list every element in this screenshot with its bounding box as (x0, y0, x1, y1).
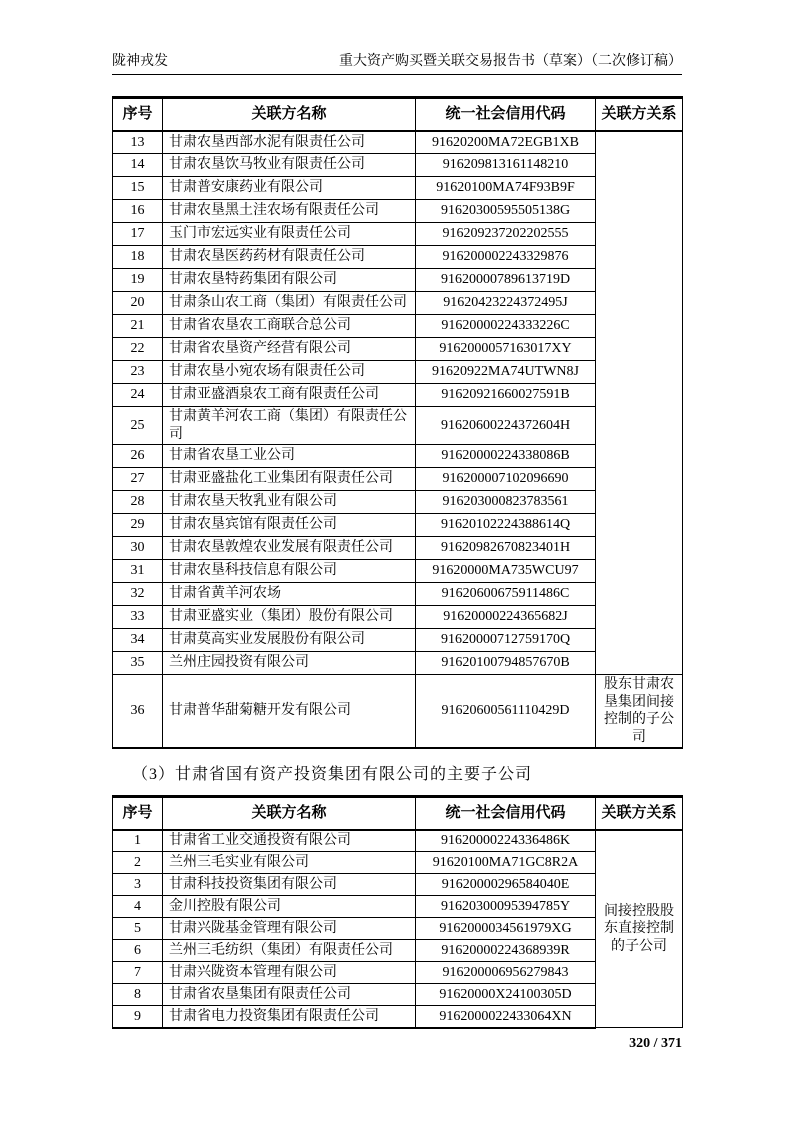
party-name-cell: 甘肃农垦敦煌农业发展有限责任公司 (163, 537, 416, 560)
row-index-cell: 7 (113, 962, 163, 984)
column-header-party-name: 关联方名称 (163, 797, 416, 830)
party-name-cell: 兰州庄园投资有限公司 (163, 652, 416, 675)
credit-code-cell: 9162000057163017XY (416, 338, 596, 361)
row-index-cell: 34 (113, 629, 163, 652)
party-name-cell: 玉门市宏远实业有限责任公司 (163, 223, 416, 246)
party-name-cell: 甘肃省农垦集团有限责任公司 (163, 984, 416, 1006)
row-index-cell: 22 (113, 338, 163, 361)
running-header (112, 50, 682, 75)
credit-code-cell: 91620000224368939R (416, 940, 596, 962)
row-index-cell: 27 (113, 468, 163, 491)
credit-code-cell: 91620000224333226C (416, 315, 596, 338)
party-name-cell: 甘肃农垦医药药材有限责任公司 (163, 246, 416, 269)
row-index-cell: 36 (113, 675, 163, 749)
row-index-cell: 26 (113, 445, 163, 468)
row-index-cell: 9 (113, 1006, 163, 1028)
row-index-cell: 31 (113, 560, 163, 583)
credit-code-cell: 91620000712759170Q (416, 629, 596, 652)
credit-code-cell: 91620000224338086B (416, 445, 596, 468)
row-index-cell: 2 (113, 852, 163, 874)
party-name-cell: 甘肃普华甜菊糖开发有限公司 (163, 675, 416, 749)
section-heading: （3）甘肃省国有资产投资集团有限公司的主要子公司 (132, 766, 533, 783)
credit-code-cell: 91620000296584040E (416, 874, 596, 896)
party-name-cell: 甘肃农垦黑土洼农场有限责任公司 (163, 200, 416, 223)
party-name-cell: 甘肃亚盛酒泉农工商有限责任公司 (163, 384, 416, 407)
relationship-merged-cell: 间接控股股东直接控制的子公司 (596, 830, 683, 1028)
party-name-cell: 甘肃省黄羊河农场 (163, 583, 416, 606)
credit-code-cell: 9162000034561979XG (416, 918, 596, 940)
credit-code-cell: 9162000022433064XN (416, 1006, 596, 1028)
row-index-cell: 5 (113, 918, 163, 940)
row-index-cell: 21 (113, 315, 163, 338)
table2-body (113, 830, 683, 1028)
related-parties-table-2 (112, 795, 683, 1029)
credit-code-cell: 91620100MA71GC8R2A (416, 852, 596, 874)
credit-code-cell: 91620922MA74UTWN8J (416, 361, 596, 384)
credit-code-cell: 91620921660027591B (416, 384, 596, 407)
row-index-cell: 25 (113, 407, 163, 445)
credit-code-cell: 91620600224372604H (416, 407, 596, 445)
party-name-cell: 甘肃农垦小宛农场有限责任公司 (163, 361, 416, 384)
credit-code-cell: 91620102224388614Q (416, 514, 596, 537)
row-index-cell: 17 (113, 223, 163, 246)
row-index-cell: 18 (113, 246, 163, 269)
column-header-index: 序号 (113, 98, 163, 131)
column-header-relationship: 关联方关系 (596, 98, 683, 131)
party-name-cell: 甘肃农垦宾馆有限责任公司 (163, 514, 416, 537)
row-index-cell: 30 (113, 537, 163, 560)
row-index-cell: 1 (113, 830, 163, 852)
credit-code-cell: 916209813161148210 (416, 154, 596, 177)
party-name-cell: 甘肃农垦特药集团有限公司 (163, 269, 416, 292)
credit-code-cell: 916203000823783561 (416, 491, 596, 514)
credit-code-cell: 916200006956279843 (416, 962, 596, 984)
column-header-relationship: 关联方关系 (596, 797, 683, 830)
column-header-credit-code: 统一社会信用代码 (416, 98, 596, 131)
credit-code-cell: 91620100794857670B (416, 652, 596, 675)
credit-code-cell: 91620000224365682J (416, 606, 596, 629)
relationship-cell: 股东甘肃农垦集团间接控制的子公司 (596, 675, 683, 749)
column-header-index: 序号 (113, 797, 163, 830)
row-index-cell: 23 (113, 361, 163, 384)
related-parties-table-1 (112, 96, 683, 749)
credit-code-cell: 916200007102096690 (416, 468, 596, 491)
party-name-cell: 甘肃科技投资集团有限公司 (163, 874, 416, 896)
credit-code-cell: 91620000X24100305D (416, 984, 596, 1006)
party-name-cell: 甘肃兴陇资本管理有限公司 (163, 962, 416, 984)
row-index-cell: 15 (113, 177, 163, 200)
party-name-cell: 甘肃省电力投资集团有限责任公司 (163, 1006, 416, 1028)
table-row (113, 675, 683, 749)
row-index-cell: 35 (113, 652, 163, 675)
credit-code-cell: 916200002243329876 (416, 246, 596, 269)
credit-code-cell: 91620423224372495J (416, 292, 596, 315)
relationship-merged-cell (596, 131, 683, 675)
party-name-cell: 甘肃农垦天牧乳业有限公司 (163, 491, 416, 514)
header-right-title: 重大资产购买暨关联交易报告书（草案）（二次修订稿） (339, 54, 682, 69)
column-header-credit-code: 统一社会信用代码 (416, 797, 596, 830)
credit-code-cell: 91620100MA74F93B9F (416, 177, 596, 200)
credit-code-cell: 91620300595505138G (416, 200, 596, 223)
row-index-cell: 29 (113, 514, 163, 537)
party-name-cell: 甘肃省农垦资产经营有限公司 (163, 338, 416, 361)
row-index-cell: 3 (113, 874, 163, 896)
credit-code-cell: 91620982670823401H (416, 537, 596, 560)
row-index-cell: 24 (113, 384, 163, 407)
row-index-cell: 8 (113, 984, 163, 1006)
credit-code-cell: 91620600561110429D (416, 675, 596, 749)
party-name-cell: 甘肃兴陇基金管理有限公司 (163, 918, 416, 940)
party-name-cell: 金川控股有限公司 (163, 896, 416, 918)
party-name-cell: 甘肃省工业交通投资有限公司 (163, 830, 416, 852)
party-name-cell: 甘肃黄羊河农工商（集团）有限责任公司 (163, 407, 416, 445)
credit-code-cell: 916209237202202555 (416, 223, 596, 246)
row-index-cell: 13 (113, 131, 163, 154)
credit-code-cell: 91620000224336486K (416, 830, 596, 852)
row-index-cell: 20 (113, 292, 163, 315)
party-name-cell: 甘肃农垦西部水泥有限责任公司 (163, 131, 416, 154)
party-name-cell: 甘肃亚盛盐化工业集团有限责任公司 (163, 468, 416, 491)
party-name-cell: 甘肃农垦饮马牧业有限责任公司 (163, 154, 416, 177)
table-row (113, 830, 683, 852)
party-name-cell: 兰州三毛实业有限公司 (163, 852, 416, 874)
party-name-cell: 甘肃省农垦工业公司 (163, 445, 416, 468)
credit-code-cell: 91620000789613719D (416, 269, 596, 292)
party-name-cell: 兰州三毛纺织（集团）有限责任公司 (163, 940, 416, 962)
row-index-cell: 4 (113, 896, 163, 918)
row-index-cell: 33 (113, 606, 163, 629)
credit-code-cell: 91620600675911486C (416, 583, 596, 606)
row-index-cell: 19 (113, 269, 163, 292)
header-left-title: 陇神戎发 (112, 54, 168, 69)
page-number: 320 / 371 (629, 1035, 682, 1051)
table-row (113, 131, 683, 154)
credit-code-cell: 91620300095394785Y (416, 896, 596, 918)
row-index-cell: 16 (113, 200, 163, 223)
party-name-cell: 甘肃条山农工商（集团）有限责任公司 (163, 292, 416, 315)
row-index-cell: 28 (113, 491, 163, 514)
party-name-cell: 甘肃莫高实业发展股份有限公司 (163, 629, 416, 652)
party-name-cell: 甘肃亚盛实业（集团）股份有限公司 (163, 606, 416, 629)
row-index-cell: 6 (113, 940, 163, 962)
table1-body (113, 131, 683, 749)
row-index-cell: 32 (113, 583, 163, 606)
party-name-cell: 甘肃农垦科技信息有限公司 (163, 560, 416, 583)
column-header-party-name: 关联方名称 (163, 98, 416, 131)
table2-header-row (113, 797, 683, 830)
table1-header-row (113, 98, 683, 131)
row-index-cell: 14 (113, 154, 163, 177)
credit-code-cell: 91620000MA735WCU97 (416, 560, 596, 583)
credit-code-cell: 91620200MA72EGB1XB (416, 131, 596, 154)
party-name-cell: 甘肃普安康药业有限公司 (163, 177, 416, 200)
party-name-cell: 甘肃省农垦农工商联合总公司 (163, 315, 416, 338)
